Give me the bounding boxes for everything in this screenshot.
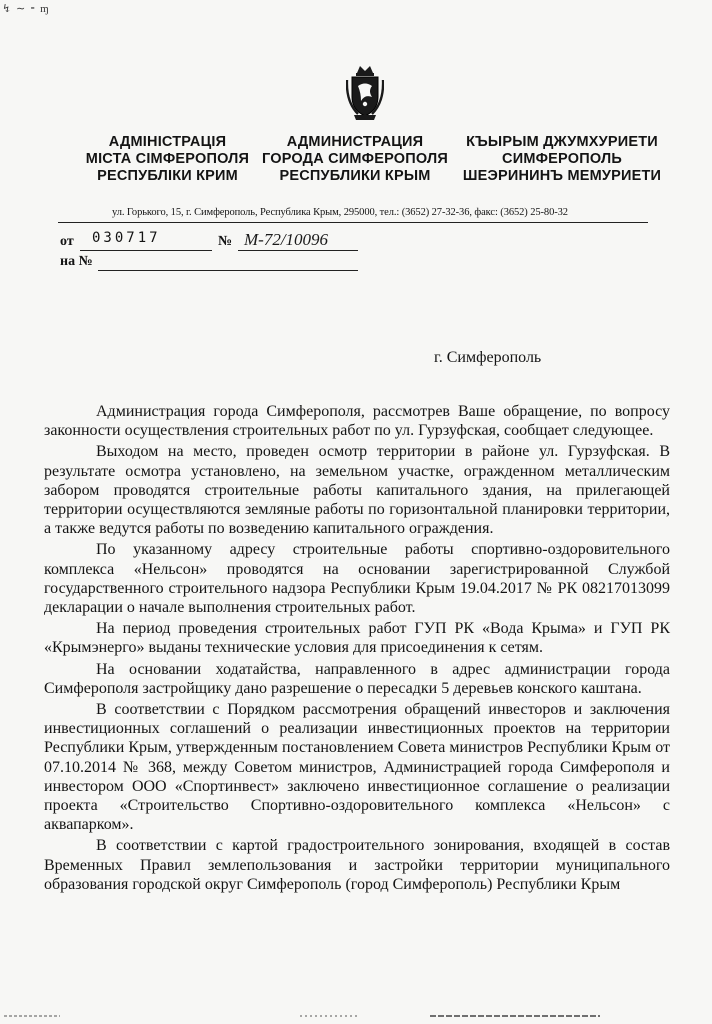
header-crimean-tatar [460,134,664,185]
paragraph-7: В соответствии с картой градостроительного зонирования, входящей в состав Временных Правил землепользования и застройки территории муниципального образования городской округ Симферополь (город Симферополь) Республики Крым [44,837,670,893]
footer-scan-marks [0,1012,712,1020]
corner-scribble: ↯ ∼ ⁃ ɱ [2,3,50,15]
number-label: № [218,234,233,249]
coat-of-arms-emblem [346,64,384,122]
header-ct-line-2: СИМФЕРОПОЛЬ [502,151,622,167]
header-ukrainian [80,134,255,185]
header-ct-line-1: КЪЫРЫМ ДЖУМХУРИЕТИ [466,134,658,150]
header-ru-line-2: ГОРОДА СИМФЕРОПОЛЯ [261,151,449,167]
header-russian [256,134,454,185]
letter-number: М-72/10096 [244,230,329,249]
from-label: от [60,234,74,249]
header-ua-line-3: РЕСПУБЛІКИ КРИМ [97,168,238,184]
date-underline [80,250,212,251]
paragraph-5: На основании ходатайства, направленного в адрес администрации города Симферополя застройщику дано разрешение о пересадки 5 деревьев конского каштана. [44,660,670,697]
header-ru-line-1: АДМИНИСТРАЦИЯ [286,134,424,150]
reply-underline [98,270,358,271]
address-line: ул. Горького, 15, г. Симферополь, Республика Крым, 295000, тел.: (3652) 27-32-36, факс: (3652) 25-80-32 [112,207,568,218]
header-ru-line-3: РЕСПУБЛИКИ КРЫМ [279,168,431,184]
number-underline [238,250,358,251]
header-ua-line-1: АДМІНІСТРАЦІЯ [108,134,227,150]
letter-date: 030717 [92,230,161,246]
header-ct-line-3: ШЕЭРИНИНЪ МЕМУРИЕТИ [462,168,662,184]
paragraph-1: Администрация города Симферополя, рассмотрев Ваше обращение, по вопросу законности осуществления строительных работ по ул. Гурзуфская, сообщает следующее. [44,403,670,440]
paragraph-6: В соответствии с Порядком рассмотрения обращений инвесторов и заключения инвестиционных соглашений о реализации инвестиционных проектов на территории Республики Крым, утвержденным постановлением Совета министров Республики Крым от 07.10.2014 № 368, между Советом министров, Администрацией города Симферополя и инвестором ООО «Спортинвест» заключено инвестиционное соглашение о реализации проекта «Строительство Спортивно-оздоровительного комплекса «Нельсон» с аквапарком». [44,701,670,834]
paragraph-4: На период проведения строительных работ ГУП РК «Вода Крыма» и ГУП РК «Крымэнерго» выданы технические условия для присоединения к сетям. [44,620,670,657]
header-ua-line-2: МІСТА СІМФЕРОПОЛЯ [85,151,250,167]
city-name: г. Симферополь [434,349,542,366]
in-reply-to-label: на № [60,254,93,269]
paragraph-2: Выходом на место, проведен осмотр территории в районе ул. Гурзуфская. В результате осмотра установлено, на земельном участке, огражденном металлическим забором проводятся строительные работы капитального здания, на прилегающей территории осуществляются земляные работы по горизонтальной планировки территории, а также ведутся работы по возведению капитального ограждения. [44,443,670,538]
letter-body [44,402,670,896]
paragraph-3: По указанному адресу строительные работы спортивно-оздоровительного комплекса «Нельсон» проводятся на основании зарегистрированной Службой государственного строительного надзора Республики Крым 19.04.2017 № РК 08217013099 декларации о начале выполнения строительных работ. [44,541,670,617]
header-divider [58,222,648,223]
